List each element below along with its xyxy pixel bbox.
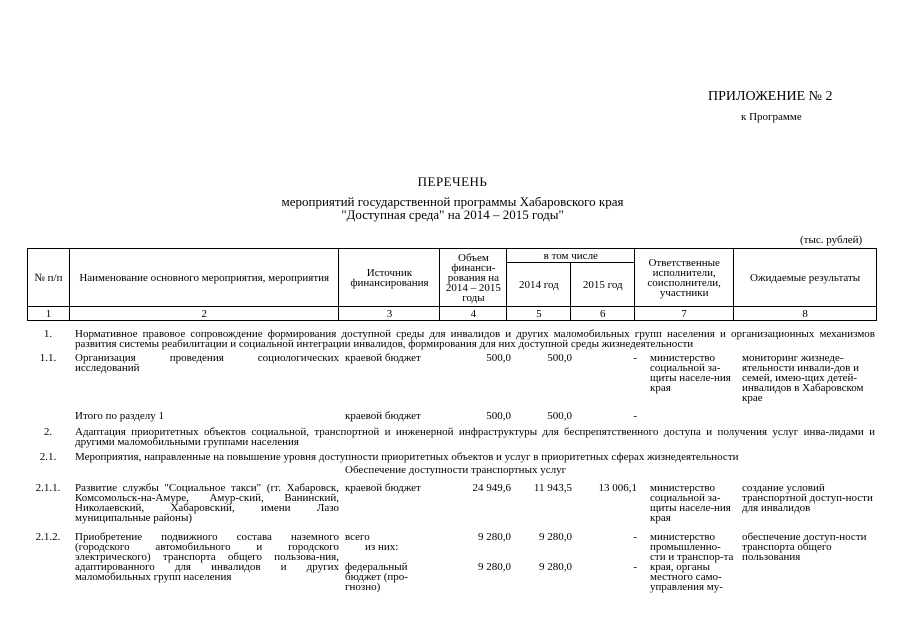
- row-volume-group: [445, 532, 511, 572]
- row-volume: 500,0: [486, 410, 511, 422]
- row-source-group: [345, 532, 443, 592]
- col-header-including: в том числе: [507, 249, 635, 263]
- row-executors: министерство промышленно-сти и транспор-та края, органы местного само-управления му-: [650, 531, 734, 593]
- row-source-total: всего: [345, 531, 370, 543]
- col-header-num: № п/п: [28, 249, 70, 307]
- col-number-5: 5: [507, 307, 571, 321]
- row-executors: министерство социальной за-щиты населе-ния края: [650, 352, 731, 394]
- row-volume: 500,0: [486, 352, 511, 364]
- col-header-results: Ожидаемые результаты: [734, 249, 877, 307]
- col-header-volume: Объем финанси-рования на 2014 – 2015 годы: [440, 249, 507, 307]
- col-number-6: 6: [571, 307, 635, 321]
- col-header-executors: Ответственные исполнители, соисполнители, участники: [635, 249, 734, 307]
- section-title: Мероприятия, направленные на повышение уровня доступности приоритетных объектов и услуг в приоритетных сферах жизнедеятельности: [75, 451, 739, 463]
- col-header-2015: 2015 год: [571, 263, 635, 307]
- row-2015: 13 006,1: [598, 482, 637, 494]
- row-number: 1.: [43, 328, 53, 340]
- subsection-heading: Обеспечение доступности транспортных услуг: [345, 464, 567, 476]
- row-volume: 24 949,6: [472, 482, 511, 494]
- row-2015-group: [579, 532, 637, 572]
- row-2014: 11 943,5: [533, 482, 572, 494]
- row-2015-federal: -: [633, 561, 637, 573]
- row-2014-federal: 9 280,0: [539, 561, 572, 573]
- row-2015: -: [633, 352, 637, 364]
- row-results: обеспечение доступ-ности транспорта общего пользования: [742, 531, 867, 563]
- row-2015: -: [633, 410, 637, 422]
- col-number-8: 8: [734, 307, 877, 321]
- col-number-2: 2: [69, 307, 339, 321]
- document-subtitle-line2: "Доступная среда" на 2014 – 2015 годы": [341, 207, 564, 222]
- document-title: ПЕРЕЧЕНЬ: [417, 174, 488, 189]
- row-results: мониторинг жизнеде-ятельности инвали-дов и семей, имею-щих детей-инвалидов в Хабаровском крае: [742, 352, 864, 404]
- col-header-source: Источник финансирования: [339, 249, 440, 307]
- row-executors: министерство социальной за-щиты населе-ния края: [650, 482, 731, 524]
- row-source-federal: федеральный бюджет (про-гнозно): [345, 561, 408, 593]
- row-number: 1.1.: [39, 352, 57, 364]
- row-2014-group: [515, 532, 572, 572]
- row-results: создание условий транспортной доступ-ности для инвалидов: [742, 482, 873, 514]
- row-2014: 500,0: [547, 352, 572, 364]
- col-number-3: 3: [339, 307, 440, 321]
- row-2014-total: 9 280,0: [539, 531, 572, 543]
- row-volume-federal: 9 280,0: [478, 561, 511, 573]
- row-name: Приобретение подвижного состава наземного (городского автомобильного и городского электрического) транспорта общего пользова-ния, адаптированного для инвалидов и других маломобильных групп населения: [75, 531, 339, 583]
- row-name: Организация проведения социологических исследований: [75, 352, 339, 374]
- col-number-7: 7: [635, 307, 734, 321]
- row-name: Развитие службы "Социальное такси" (гг. Хабаровск, Комсомольск-на-Амуре, Амур-ский, Ванинский, Николаевский, Хабаровский, имени Лазо муниципальные районы): [75, 482, 339, 524]
- row-number: 2.1.1.: [35, 482, 61, 494]
- row-source: краевой бюджет: [345, 352, 421, 364]
- col-number-1: 1: [28, 307, 70, 321]
- row-source: краевой бюджет: [345, 410, 421, 422]
- document-subtitle-line1: мероприятий государственной программы Хабаровского края: [281, 194, 624, 209]
- col-header-name: Наименование основного мероприятия, мероприятия: [69, 249, 339, 307]
- row-number: 2.1.: [39, 451, 57, 463]
- row-2014: 500,0: [547, 410, 572, 422]
- section-title: Нормативное правовое сопровождение формирования доступной среды для инвалидов и других маломобильных групп населения и организационных механизмов развития системы реабилитации и социальной интеграции инвалидов, формирования для них доступной среды жизнедеятельности: [75, 328, 875, 350]
- col-header-2014: 2014 год: [507, 263, 571, 307]
- row-number: 2.1.2.: [35, 531, 61, 543]
- row-source-of-which: из них:: [365, 541, 399, 553]
- col-number-4: 4: [440, 307, 507, 321]
- appendix-sublabel: к Программе: [741, 111, 802, 123]
- row-2015-total: -: [633, 531, 637, 543]
- units-label: (тыс. рублей): [800, 234, 863, 246]
- appendix-label: ПРИЛОЖЕНИЕ № 2: [708, 89, 833, 104]
- row-number: 2.: [43, 426, 53, 438]
- table-header: [27, 248, 877, 321]
- row-volume-total: 9 280,0: [478, 531, 511, 543]
- row-source: краевой бюджет: [345, 482, 421, 494]
- row-name: Итого по разделу 1: [75, 410, 164, 422]
- section-title: Адаптация приоритетных объектов социальной, транспортной и инженерной инфраструктуры для беспрепятственного доступа и получения услуг инва-лидами и другими маломобильными группами населения: [75, 426, 875, 448]
